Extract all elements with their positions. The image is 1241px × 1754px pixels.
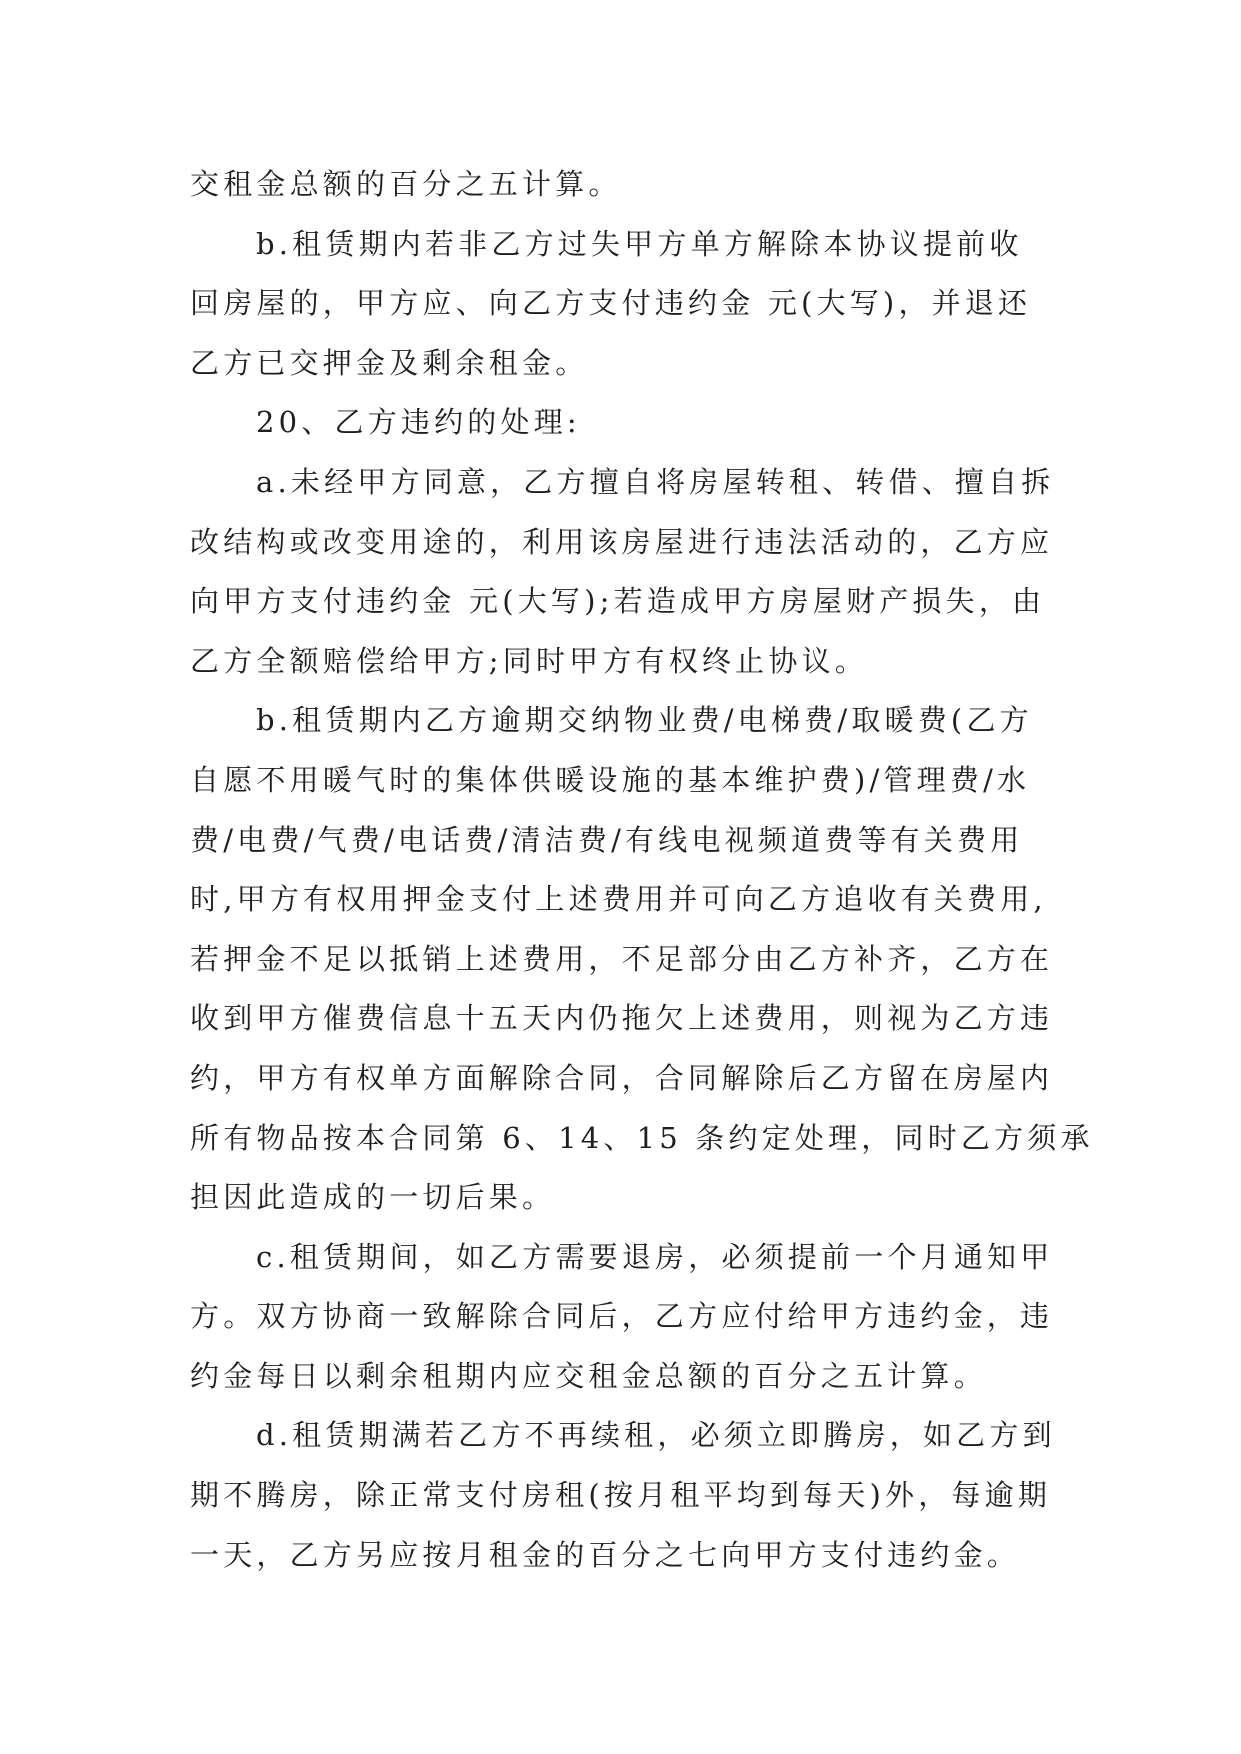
text-line: 交租金总额的百分之五计算。 (190, 167, 622, 201)
text-line: c.租赁期间，如乙方需要退房，必须提前一个月通知甲 (256, 1239, 1054, 1274)
text-line: 所有物品按本合同第 6、14、15 条约定处理，同时乙方须承 (190, 1120, 1094, 1155)
document-body (190, 155, 1094, 1585)
text-line: 一天，乙方另应按月租金的百分之七向甲方支付违约金。 (190, 1537, 1021, 1572)
text-line: 改结构或改变用途的，利用该房屋进行违法活动的，乙方应 (190, 524, 1054, 559)
text-line: 担因此造成的一切后果。 (190, 1180, 556, 1215)
paragraph-clause-d-lease-expiry (190, 1406, 1056, 1585)
paragraph-rent-calculation-end (190, 155, 1052, 215)
section-heading-20 (190, 393, 1052, 453)
text-line: 自愿不用暖气时的集体供暖设施的基本维护费)/管理费/水 (190, 762, 1031, 797)
paragraph-clause-b-overdue-fees (190, 691, 1094, 1227)
text-line: 向甲方支付违约金 元(大写);若造成甲方房屋财产损失，由 (190, 584, 1046, 619)
text-line: 约金每日以剩余租期内应交租金总额的百分之五计算。 (190, 1358, 987, 1393)
paragraph-clause-b-landlord-termination (190, 215, 1052, 394)
text-line: 乙方全额赔偿给甲方;同时甲方有权终止协议。 (190, 643, 868, 678)
text-line: 方。双方协商一致解除合同后，乙方应付给甲方违约金，违 (190, 1299, 1054, 1334)
text-line: b.租赁期内若非乙方过失甲方单方解除本协议提前收 (256, 226, 1023, 261)
text-line: 期不腾房，除正常支付房租(按月租平均到每天)外，每逾期 (190, 1478, 1052, 1513)
paragraph-clause-c-early-checkout (190, 1228, 1052, 1407)
text-line: 乙方已交押金及剩余租金。 (190, 345, 589, 380)
text-line: 20、乙方违约的处理: (256, 405, 581, 440)
text-line: 收到甲方催费信息十五天内仍拖欠上述费用，则视为乙方违 (190, 1001, 1054, 1036)
text-line: a.未经甲方同意，乙方擅自将房屋转租、转借、擅自拆 (256, 464, 1055, 499)
paragraph-clause-a-sublet (190, 453, 1055, 691)
text-line: 费/电费/气费/电话费/清洁费/有线电视频道费等有关费用 (190, 822, 1024, 857)
text-line: 约，甲方有权单方面解除合同，合同解除后乙方留在房屋内 (190, 1060, 1054, 1095)
text-line: 时,甲方有权用押金支付上述费用并可向乙方追收有关费用, (190, 882, 1047, 917)
text-line: 回房屋的，甲方应、向乙方支付违约金 元(大写)，并退还 (190, 286, 1032, 321)
text-line: b.租赁期内乙方逾期交纳物业费/电梯费/取暖费(乙方 (256, 703, 1033, 738)
text-line: 若押金不足以抵销上述费用，不足部分由乙方补齐，乙方在 (190, 941, 1054, 976)
text-line: d.租赁期满若乙方不再续租，必须立即腾房，如乙方到 (256, 1418, 1056, 1453)
